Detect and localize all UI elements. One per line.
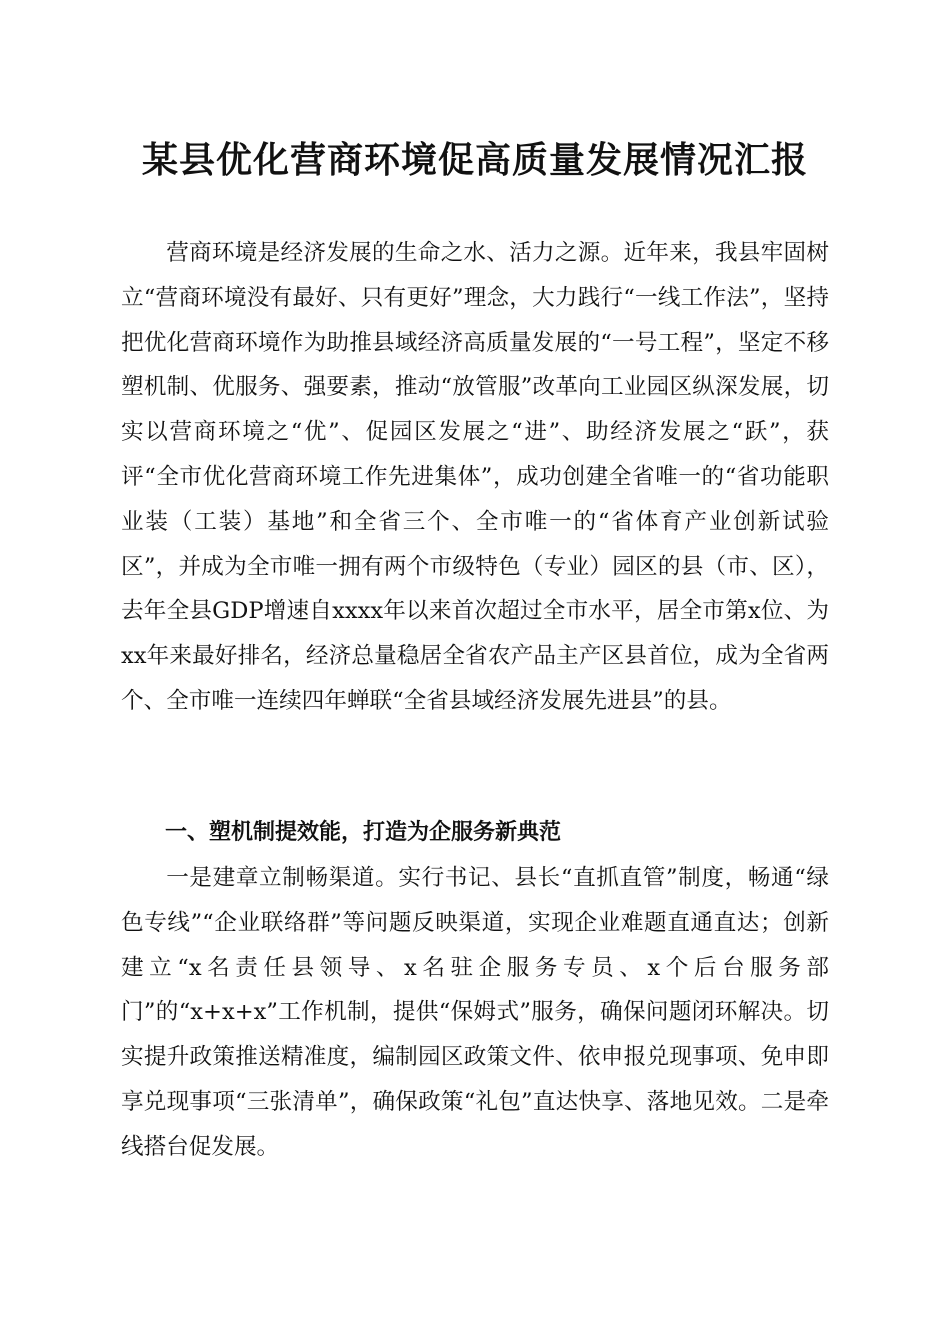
section-heading-1: 一、塑机制提效能，打造为企服务新典范 [165,820,562,845]
document-title: 某县优化营商环境促高质量发展情况汇报 [141,139,808,181]
section-1-paragraph: 一是建章立制畅渠道。实行书记、县长“直抓直管”制度，畅通“绿色专线”“企业联络群”等问题反映渠道，实现企业难题直通直达；创新建立“x名责任县领导、x名驻企服务专员、x个后台服务部门”的“x+x+x”工作机制，提供“保姆式”服务，确保问题闭环解决。切实提升政策推送精准度，编制园区政策文件、依申报兑现事项、免申即享兑现事项“三张清单”，确保政策“礼包”直达快享、落地见效。二是牵线搭台促发展。 [121,865,829,1160]
intro-paragraph: 营商环境是经济发展的生命之水、活力之源。近年来，我县牢固树立“营商环境没有最好、只有更好”理念，大力践行“一线工作法”，坚持把优化营商环境作为助推县域经济高质量发展的“一号工程”，坚定不移塑机制、优服务、强要素，推动“放管服”改革向工业园区纵深发展，切实以营商环境之“优”、促园区发展之“进”、助经济发展之“跃”，获评“全市优化营商环境工作先进集体”，成功创建全省唯一的“省功能职业装（工装）基地”和全省三个、全市唯一的“省体育产业创新试验区”，并成为全市唯一拥有两个市级特色（专业）园区的县（市、区），去年全县GDP增速自xxxx年以来首次超过全市水平，居全市第x位、为xx年来最好排名，经济总量稳居全省农产品主产区县首位，成为全省两个、全市唯一连续四年蝉联“全省县域经济发展先进县”的县。 [121,240,829,714]
